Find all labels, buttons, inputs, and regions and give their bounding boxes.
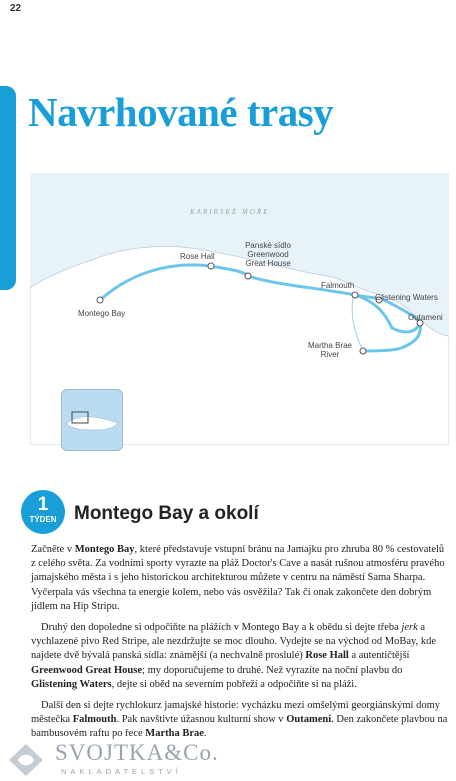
map-label-greenwood: Panské sídlo Greenwood Great House — [245, 241, 291, 268]
locator-inset-map — [61, 389, 123, 451]
page-title: Navrhované trasy — [28, 89, 334, 135]
place-highlight: Glistening Waters — [31, 678, 112, 690]
paragraph-2 — [31, 621, 451, 692]
paragraph-1 — [31, 543, 451, 614]
map-label-montego-bay: Montego Bay — [78, 309, 126, 318]
publisher-subtitle: NAKLADATELSTVÍ — [61, 767, 182, 776]
emphasis-term: jerk — [401, 622, 418, 634]
text-run: . Den zakončete plavbou na bambusovém raftu po řece — [31, 714, 448, 740]
section-title: Montego Bay a okolí — [74, 503, 259, 524]
locator-island-graphic — [62, 390, 122, 450]
publisher-logo — [5, 740, 219, 778]
itinerary-body — [31, 543, 451, 749]
marker-martha-brae — [360, 348, 366, 354]
map-label-falmouth: Falmouth — [321, 281, 355, 290]
text-run: , dejte si oběd na severním pobřeží a odpočiňte si na pláži. — [111, 678, 357, 690]
text-run: a vychlazené pivo Red Stripe, ale nezdržujte se moc dlouho. Vydejte se na východ od MoBay, kde najdete dvě bývalá panská sídla: známější (a nechvalně proslulé) — [31, 622, 437, 662]
place-highlight: Greenwood Great House — [31, 664, 143, 676]
place-highlight: Rose Hall — [305, 650, 349, 662]
place-highlight: Montego Bay — [74, 544, 135, 555]
map-label-rose-hall: Rose Hall — [180, 252, 215, 261]
sea-label: KARIBSKÉ MOŘE — [190, 208, 270, 216]
page-number: 22 — [10, 3, 22, 14]
place-highlight: Falmouth — [72, 714, 117, 726]
place-highlight: Martha Brae — [145, 728, 204, 740]
marker-montego-bay — [97, 297, 103, 303]
marker-falmouth — [352, 292, 358, 298]
week-unit: TÝDEN — [29, 515, 57, 524]
text-run: Začněte v — [31, 544, 75, 555]
chapter-side-tab — [0, 86, 16, 290]
text-run: ; my doporučujeme to druhé. Než vyrazíte na noční plavbu do — [142, 664, 403, 676]
marker-greenwood — [245, 273, 251, 279]
publisher-name: SVOJTKA&Co. — [55, 740, 219, 765]
place-highlight: Outameni — [286, 714, 332, 726]
paragraph-3 — [31, 699, 451, 742]
map-label-glistening-waters: Glistening Waters — [375, 293, 438, 302]
text-run: . — [203, 728, 207, 740]
text-run: a autentičtější — [348, 650, 410, 662]
marker-rose-hall — [208, 263, 214, 269]
route-map — [30, 173, 449, 445]
text-run: . Pak navštivte úžasnou kulturní show v — [116, 714, 287, 726]
publisher-mark-icon — [7, 742, 45, 778]
text-run: Druhý den dopoledne si odpočiňte na plážích v Montego Bay a k obědu si dejte třeba — [41, 622, 402, 634]
text-run: Další den si dejte rychlokurz jamajské historie: vycházku mezi omšelými georgiánskými domy městečka — [31, 700, 441, 726]
map-label-outameni: Outameni — [408, 313, 443, 322]
week-badge — [21, 490, 65, 534]
map-label-martha-brae: Martha Brae River — [307, 341, 353, 359]
week-number: 1 — [37, 494, 49, 515]
text-run: , které představuje vstupní bránu na Jamajku pro zhruba 80 % cestovatelů z celého světa. Za vodními sporty vyrazte na pláž Doctor's Cave a nasát rušnou atmosféru pravého jamajského města i s jeho historickou architekturou můžete v centru na náměstí Sama Sharpa. Vyčerpala vás všechna ta energie kolem, nebo vás osvěžila? Tak či onak zakončete den dobrým jídlem na Hip Stripu. — [31, 544, 445, 612]
